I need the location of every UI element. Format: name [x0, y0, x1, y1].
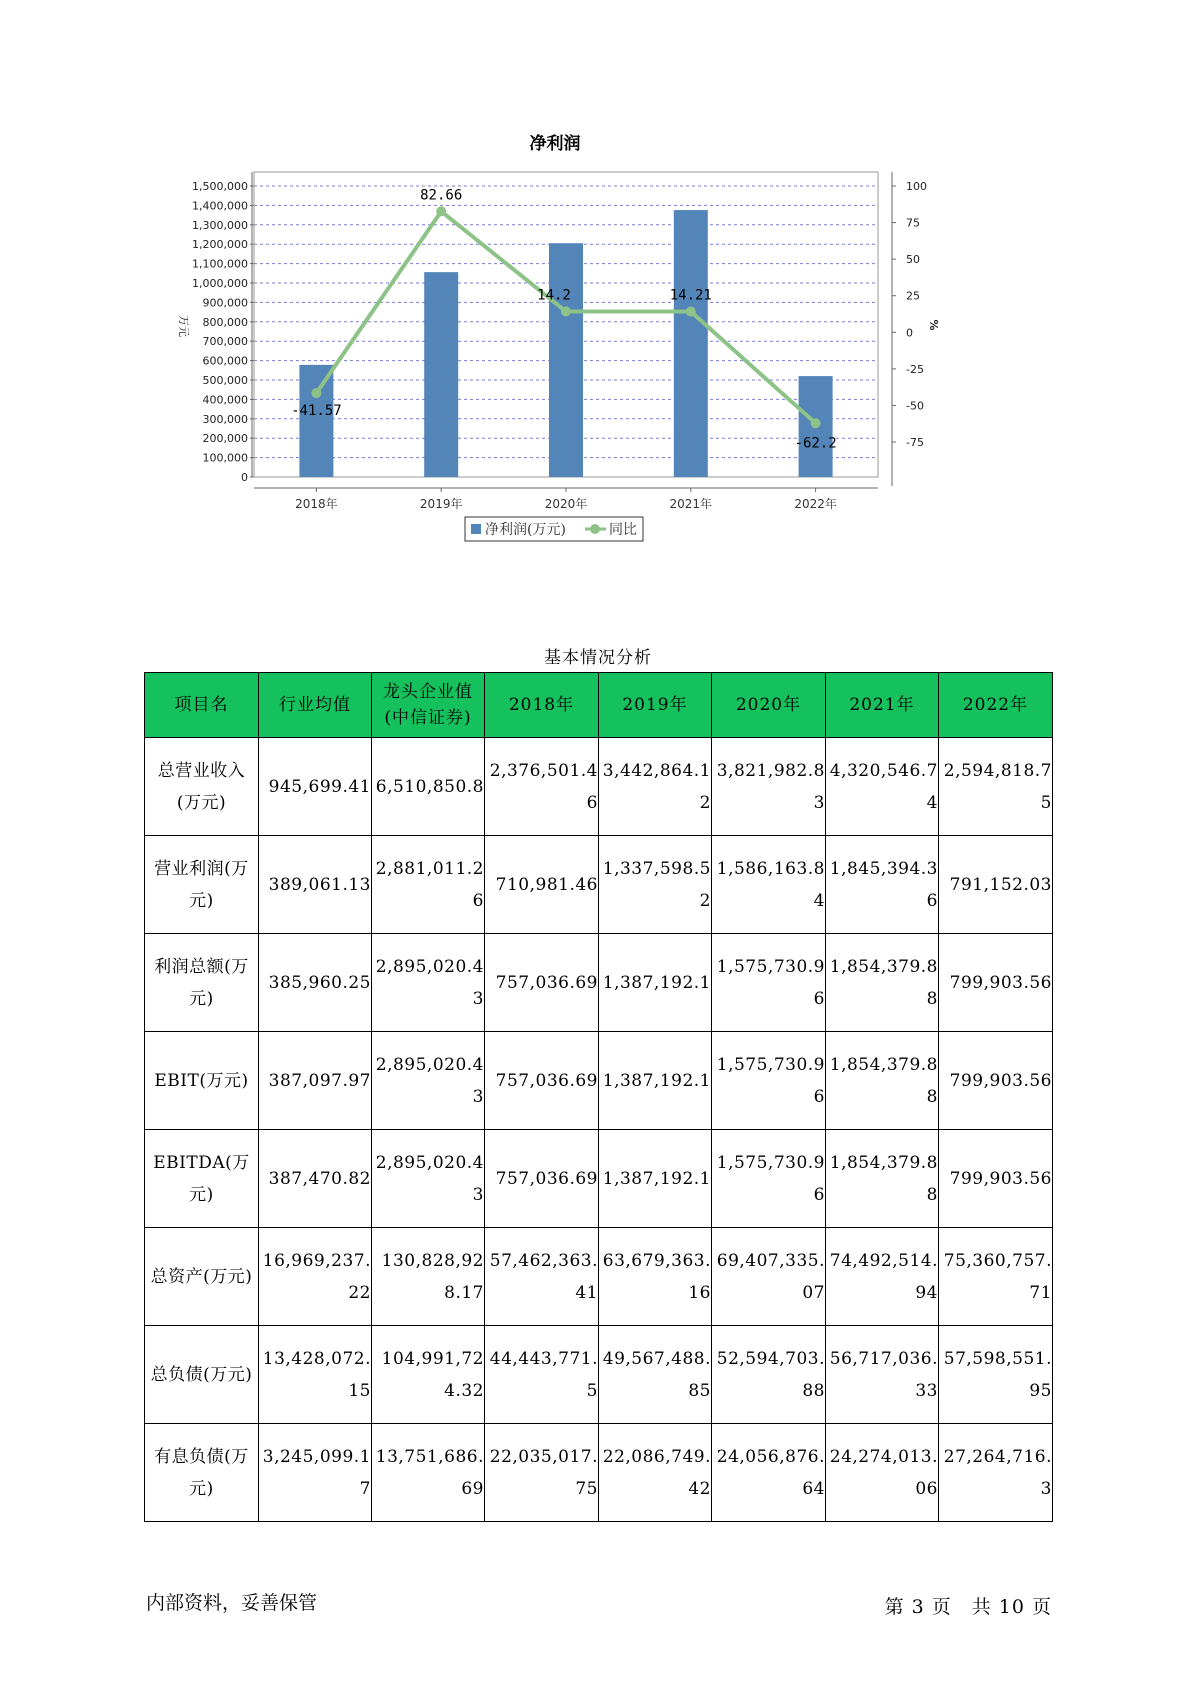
- table-row: [145, 1032, 1053, 1130]
- bar-net-profit: [299, 365, 333, 477]
- value-cell: 385,960.25: [259, 934, 372, 1032]
- header-2018: 2018年: [485, 673, 599, 738]
- value-cell: 387,097.97: [259, 1032, 372, 1130]
- left-axis-tick-label: 1,400,000: [192, 199, 248, 213]
- table-row: [145, 738, 1053, 836]
- value-cell: 757,036.69: [485, 934, 599, 1032]
- value-cell: 2,895,020.43: [372, 1130, 485, 1228]
- value-cell: 1,854,379.88: [826, 1130, 939, 1228]
- right-axis-tick-label: 75: [906, 216, 920, 230]
- legend-label-line: 同比: [609, 522, 637, 538]
- value-cell: 69,407,335.07: [712, 1228, 826, 1326]
- header-2021: 2021年: [826, 673, 939, 738]
- value-cell: 3,245,099.17: [259, 1424, 372, 1522]
- bar-net-profit: [424, 272, 458, 477]
- x-axis-tick-label: 2021年: [669, 497, 713, 511]
- value-cell: 130,828,928.17: [372, 1228, 485, 1326]
- line-point-yoy: [311, 388, 321, 398]
- value-cell: 3,442,864.12: [599, 738, 712, 836]
- left-axis-tick-label: 700,000: [202, 335, 248, 349]
- value-cell: 13,428,072.15: [259, 1326, 372, 1424]
- header-industry-avg: 行业均值: [259, 673, 372, 738]
- value-cell: 27,264,716.3: [939, 1424, 1053, 1522]
- left-axis-tick-label: 500,000: [202, 374, 248, 387]
- value-cell: 389,061.13: [259, 836, 372, 934]
- row-label-cell: 营业利润(万元): [145, 836, 259, 934]
- value-cell: 387,470.82: [259, 1130, 372, 1228]
- right-axis-title: %: [927, 319, 940, 331]
- header-2019: 2019年: [599, 673, 712, 738]
- x-axis-tick-label: 2019年: [419, 497, 463, 511]
- value-cell: 104,991,724.32: [372, 1326, 485, 1424]
- value-cell: 13,751,686.69: [372, 1424, 485, 1522]
- value-cell: 710,981.46: [485, 836, 599, 934]
- right-axis-tick-label: 0: [906, 326, 913, 340]
- value-cell: 2,895,020.43: [372, 934, 485, 1032]
- value-cell: 2,594,818.75: [939, 738, 1053, 836]
- value-cell: 63,679,363.16: [599, 1228, 712, 1326]
- value-cell: 757,036.69: [485, 1032, 599, 1130]
- value-cell: 57,462,363.41: [485, 1228, 599, 1326]
- left-axis-tick-label: 300,000: [202, 412, 248, 426]
- row-label-cell: 总负债(万元): [145, 1326, 259, 1424]
- right-axis-tick-label: -25: [906, 362, 924, 376]
- header-2020: 2020年: [712, 673, 826, 738]
- value-cell: 799,903.56: [939, 934, 1053, 1032]
- value-cell: 2,376,501.46: [485, 738, 599, 836]
- value-cell: 1,575,730.96: [712, 1032, 826, 1130]
- value-cell: 791,152.03: [939, 836, 1053, 934]
- value-cell: 22,086,749.42: [599, 1424, 712, 1522]
- value-cell: 2,881,011.26: [372, 836, 485, 934]
- value-cell: 22,035,017.75: [485, 1424, 599, 1522]
- bar-net-profit: [674, 210, 708, 477]
- value-cell: 799,903.56: [939, 1130, 1053, 1228]
- value-cell: 56,717,036.33: [826, 1326, 939, 1424]
- x-axis-tick-label: 2022年: [794, 497, 837, 511]
- left-axis-tick-label: 0: [241, 471, 248, 484]
- table-row: [145, 836, 1053, 934]
- x-axis-tick-label: 2018年: [295, 497, 338, 511]
- value-cell: 4,320,546.74: [826, 738, 939, 836]
- left-axis-title: 万元: [177, 315, 190, 337]
- legend-swatch-marker: [590, 524, 600, 534]
- left-axis-tick-label: 600,000: [202, 354, 248, 368]
- value-cell: 49,567,488.85: [599, 1326, 712, 1424]
- line-point-yoy: [436, 206, 446, 216]
- line-data-label: 14.2: [537, 287, 571, 304]
- x-axis-tick-label: 2020年: [544, 497, 588, 511]
- value-cell: 57,598,551.95: [939, 1326, 1053, 1424]
- value-cell: 1,845,394.36: [826, 836, 939, 934]
- value-cell: 1,854,379.88: [826, 934, 939, 1032]
- value-cell: 6,510,850.8: [372, 738, 485, 836]
- line-data-label: -41.57: [291, 403, 342, 420]
- left-axis-tick-label: 400,000: [202, 393, 248, 407]
- right-axis-tick-label: -75: [906, 436, 924, 449]
- value-cell: 44,443,771.5: [485, 1326, 599, 1424]
- table-header-row: [145, 673, 1053, 738]
- row-label-cell: 总资产(万元): [145, 1228, 259, 1326]
- value-cell: 52,594,703.88: [712, 1326, 826, 1424]
- value-cell: 74,492,514.94: [826, 1228, 939, 1326]
- value-cell: 1,586,163.84: [712, 836, 826, 934]
- header-item-name: 项目名: [145, 673, 259, 738]
- value-cell: 2,895,020.43: [372, 1032, 485, 1130]
- left-axis-tick-label: 1,000,000: [192, 277, 248, 290]
- footer-page-number: 第 3 页 共 10 页: [884, 1596, 1052, 1618]
- legend-label-bar: 净利润(万元): [485, 522, 566, 538]
- left-axis-tick-label: 800,000: [202, 315, 248, 329]
- net-profit-chart: [170, 130, 970, 600]
- bar-net-profit: [549, 243, 583, 477]
- line-point-yoy: [686, 306, 696, 316]
- right-axis-tick-label: -50: [906, 399, 924, 413]
- table-row: [145, 934, 1053, 1032]
- left-axis-tick-label: 1,300,000: [192, 218, 248, 232]
- left-axis-tick-label: 100,000: [202, 451, 248, 465]
- row-label-cell: EBIT(万元): [145, 1032, 259, 1130]
- legend-swatch-bar: [471, 524, 481, 534]
- row-label-cell: 有息负债(万元): [145, 1424, 259, 1522]
- line-data-label: -62.2: [794, 435, 837, 452]
- left-axis-tick-label: 900,000: [202, 296, 248, 310]
- header-2022: 2022年: [939, 673, 1053, 738]
- right-axis-tick-label: 100: [906, 180, 927, 193]
- left-axis-tick-label: 1,500,000: [192, 180, 248, 193]
- table-row: [145, 1424, 1053, 1522]
- value-cell: 1,337,598.52: [599, 836, 712, 934]
- footer-confidential-note: 内部资料，妥善保管: [146, 1592, 318, 1614]
- right-axis-tick-label: 50: [906, 253, 920, 267]
- line-data-label: 14.21: [669, 287, 712, 304]
- table-row: [145, 1326, 1053, 1424]
- value-cell: 24,274,013.06: [826, 1424, 939, 1522]
- value-cell: 1,387,192.1: [599, 934, 712, 1032]
- row-label-cell: 总营业收入(万元): [145, 738, 259, 836]
- value-cell: 1,387,192.1: [599, 1032, 712, 1130]
- value-cell: 3,821,982.83: [712, 738, 826, 836]
- right-axis-tick-label: 25: [906, 289, 920, 303]
- table-row: [145, 1228, 1053, 1326]
- value-cell: 799,903.56: [939, 1032, 1053, 1130]
- left-axis-tick-label: 1,100,000: [192, 257, 248, 271]
- line-point-yoy: [561, 307, 571, 317]
- chart-canvas: [170, 130, 970, 600]
- left-axis-tick-label: 1,200,000: [192, 238, 248, 252]
- row-label-cell: 利润总额(万元): [145, 934, 259, 1032]
- table-caption: 基本情况分析: [544, 648, 652, 668]
- chart-title: 净利润: [529, 134, 581, 154]
- row-label-cell: EBITDA(万元): [145, 1130, 259, 1228]
- value-cell: 945,699.41: [259, 738, 372, 836]
- left-axis-tick-label: 200,000: [202, 432, 248, 446]
- value-cell: 24,056,876.64: [712, 1424, 826, 1522]
- basic-analysis-table: [144, 672, 1053, 1522]
- value-cell: 75,360,757.71: [939, 1228, 1053, 1326]
- value-cell: 1,387,192.1: [599, 1130, 712, 1228]
- header-leader-value: 龙头企业值(中信证券): [372, 673, 485, 738]
- value-cell: 757,036.69: [485, 1130, 599, 1228]
- value-cell: 1,854,379.88: [826, 1032, 939, 1130]
- line-point-yoy: [811, 418, 821, 428]
- table-row: [145, 1130, 1053, 1228]
- value-cell: 1,575,730.96: [712, 934, 826, 1032]
- line-data-label: 82.66: [420, 187, 463, 204]
- value-cell: 1,575,730.96: [712, 1130, 826, 1228]
- value-cell: 16,969,237.22: [259, 1228, 372, 1326]
